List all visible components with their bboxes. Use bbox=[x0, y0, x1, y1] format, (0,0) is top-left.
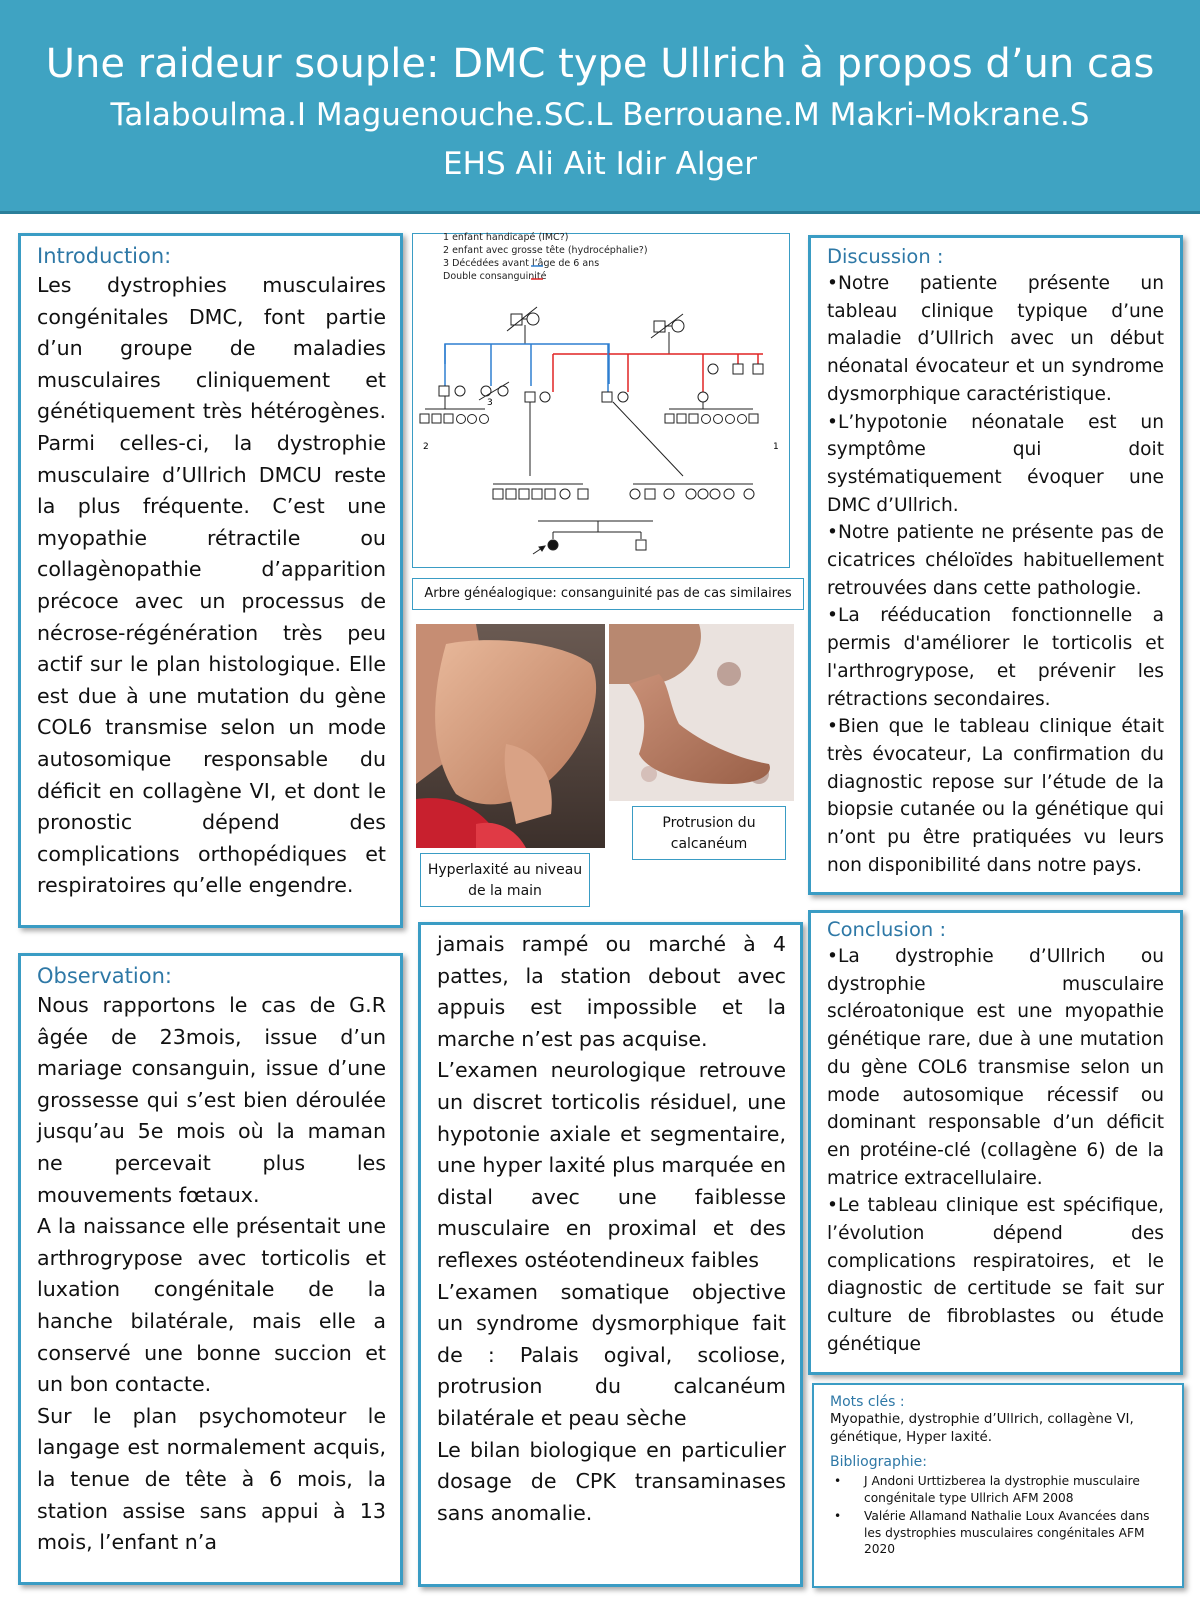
introduction-section bbox=[18, 233, 403, 928]
poster-authors: Talaboulma.I Maguenouche.SC.L Berrouane.M Makri-Mokrane.S bbox=[110, 97, 1090, 133]
poster-title: Une raideur souple: DMC type Ullrich à propos d’un cas bbox=[45, 41, 1155, 87]
conclusion-bullet: •Le tableau clinique est spécifique, l’évolution dépend des complications respiratoires, et le diagnostic de certitude se fait sur culture de fibroblastes ou étude génétique bbox=[827, 1195, 1164, 1355]
pedigree-label: 3 bbox=[487, 398, 493, 408]
pedigree-figure bbox=[412, 233, 790, 568]
pedigree-caption: Arbre généalogique: consanguinité pas de cas similaires bbox=[412, 578, 804, 610]
pedigree-couple-left bbox=[507, 307, 539, 344]
discussion-bullet: •Notre patiente présente un tableau clinique typique d’une maladie d’Ullrich avec un début néonatal évocateur et un syndrome dysmorphique caractéristique. bbox=[827, 273, 1164, 405]
introduction-text: Les dystrophies musculaires congénitales DMC, font partie d’un groupe de maladies musculaires cliniquement et génétiquement très hétérogènes. Parmi celles-ci, la dystrophie musculaire d’Ullrich DMCU reste la plus fréquente. C’est une myopathie rétractile ou collagènopathie d’apparition précoce avec un processus de nécrose-régénération très peu actif sur le plan histologique. Elle est due à une mutation du gène COL6 transmise selon un mode autosomique responsable du déficit en collagène VI, et dont le pronostic dépend des complications orthopédiques et respiratoires qu’elle engendre. bbox=[37, 273, 386, 898]
pedigree-label: 2 bbox=[423, 442, 429, 452]
poster-affiliation: EHS Ali Ait Idir Alger bbox=[443, 146, 757, 182]
observation-continued-text bbox=[437, 929, 786, 1529]
pedigree-chart bbox=[413, 234, 791, 569]
discussion-section bbox=[808, 235, 1183, 895]
bibliography-heading: Bibliographie: bbox=[830, 1454, 927, 1470]
observation-paragraph: jamais rampé ou marché à 4 pattes, la station debout avec appuis est impossible et la marche n’est pas acquise. bbox=[437, 932, 786, 1051]
observation-paragraph: Sur le plan psychomoteur le langage est normalement acquis, la tenue de tête à 6 mois, la station assise sans appui à 13 mois, l’enfant n’a bbox=[37, 1403, 386, 1555]
pedigree-label: 1 bbox=[773, 442, 779, 452]
pedigree-legend-item: 2 enfant avec grosse tête (hydrocéphalie?) bbox=[443, 245, 648, 256]
hand-photo bbox=[416, 624, 605, 848]
keywords-section bbox=[812, 1383, 1184, 1588]
bullet-mark: • bbox=[834, 1509, 842, 1523]
keywords-text: Myopathie, dystrophie d’Ullrich, collagène VI, génétique, Hyper laxité. bbox=[830, 1412, 1134, 1445]
pedigree-gen3-sibship-right bbox=[630, 484, 754, 499]
conclusion-section bbox=[808, 910, 1183, 1375]
conclusion-bullet: •La dystrophie d’Ullrich ou dystrophie musculaire scléroatonique est une myopathie génétique rare, due à une mutation du gène COL6 transmise selon un mode autosomique récessif ou dominant responsable d’un déficit en protéine-clé (collagène 6) de la matrice extracellulaire. bbox=[827, 946, 1164, 1189]
observation-heading: Observation: bbox=[37, 964, 172, 988]
introduction-heading: Introduction: bbox=[37, 244, 172, 268]
observation-paragraph: L’examen neurologique retrouve un discret torticolis résiduel, une hypotonie axiale et segmentaire, une hyper laxité plus marquée en distal avec une faiblesse musculaire en proximal et des reflexes ostéotendineux faibles bbox=[437, 1058, 786, 1272]
bullet-mark: • bbox=[834, 1474, 842, 1488]
observation-continued-section bbox=[418, 922, 803, 1587]
discussion-bullet: •La rééducation fonctionnelle a permis d'améliorer le torticolis et l'arthrogrypose, et prévenir les rétractions secondaires. bbox=[827, 605, 1164, 710]
bibliography-ref: Valérie Allamand Nathalie Loux Avancées dans les dystrophies musculaires congénitales AFM 2020 bbox=[864, 1509, 1150, 1556]
pedigree-proband-family bbox=[533, 521, 653, 554]
pedigree-generation-2 bbox=[439, 364, 763, 402]
observation-text bbox=[37, 990, 386, 1559]
bibliography-item bbox=[830, 1508, 1170, 1558]
pedigree-couple-right bbox=[651, 314, 684, 354]
observation-paragraph: Nous rapportons le cas de G.R âgée de 23mois, issue d’un mariage consanguin, issue d’une grossesse qui s’est bien déroulée jusqu’au 5e mois où la maman ne percevait plus les mouvements fœtaux. bbox=[37, 993, 386, 1207]
foot-photo bbox=[609, 624, 794, 801]
bibliography-item bbox=[830, 1473, 1170, 1506]
pedigree-gen3-left bbox=[420, 396, 489, 424]
pedigree-legend-item: 3 Décédées avant l’âge de 6 ans bbox=[443, 258, 600, 269]
foot-photo-image bbox=[609, 624, 794, 801]
observation-paragraph: L’examen somatique objective un syndrome dysmorphique fait de : Palais ogival, scoliose, protrusion du calcanéum bilatérale et peau sèche bbox=[437, 1279, 786, 1430]
discussion-text bbox=[827, 270, 1164, 879]
observation-paragraph: A la naissance elle présentait une arthrogrypose avec torticolis et luxation congénitale de la hanche bilatérale, mais elle a conservé une bonne succion et un bon contacte. bbox=[37, 1214, 386, 1397]
pedigree-legend-item: Double consanguinité bbox=[443, 271, 547, 282]
bibliography-list bbox=[830, 1473, 1170, 1558]
discussion-bullet: •L’hypotonie néonatale est un symptôme qui doit systématiquement évoquer une DMC d’Ullrich. bbox=[827, 411, 1164, 516]
pedigree-gen3-sibship-left bbox=[493, 484, 588, 499]
observation-section bbox=[18, 953, 403, 1585]
hand-caption: Hyperlaxité au niveau de la main bbox=[420, 853, 590, 907]
poster-header bbox=[0, 0, 1200, 214]
conclusion-heading: Conclusion : bbox=[827, 918, 947, 941]
observation-paragraph: Le bilan biologique en particulier dosage de CPK transaminases sans anomalie. bbox=[437, 1437, 786, 1525]
heel-caption: Protrusion du calcanéum bbox=[632, 806, 786, 860]
pedigree-legend-item: 1 enfant handicapé (IMC?) bbox=[443, 232, 569, 243]
hand-photo-image bbox=[416, 624, 605, 848]
discussion-bullet: •Bien que le tableau clinique était très évocateur, La confirmation du diagnostic repose sur l’étude de la biopsie cutanée ou la génétique qui n’ont pu être pratiquées vu leurs non disponibilité dans notre pays. bbox=[827, 716, 1164, 876]
pedigree-gen3-right bbox=[665, 402, 758, 424]
discussion-heading: Discussion : bbox=[827, 245, 944, 268]
conclusion-text bbox=[827, 943, 1164, 1359]
bibliography-ref: J Andoni Urttizberea la dystrophie musculaire congénitale type Ullrich AFM 2008 bbox=[864, 1474, 1140, 1505]
discussion-bullet: •Notre patiente ne présente pas de cicatrices chéloïdes habituellement retrouvées dans cette pathologie. bbox=[827, 522, 1164, 599]
pedigree-blue-line bbox=[445, 344, 609, 384]
keywords-heading: Mots clés : bbox=[830, 1394, 905, 1410]
